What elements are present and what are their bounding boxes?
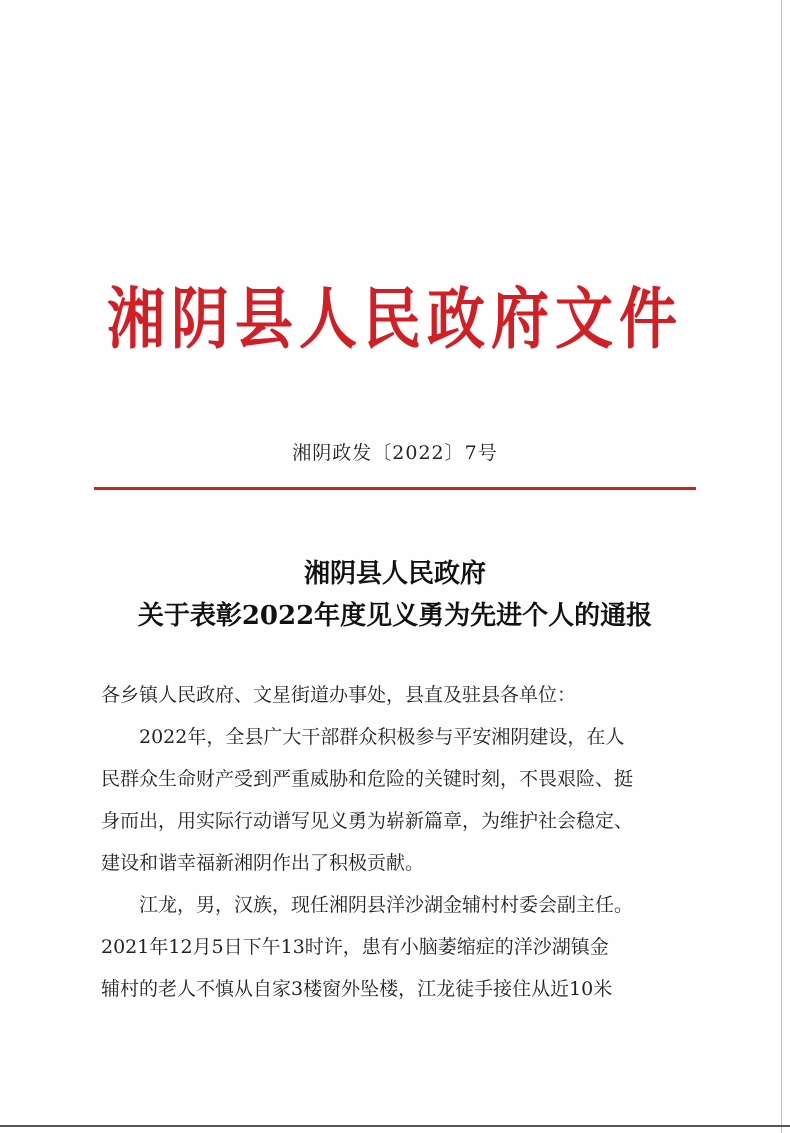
paragraph-2-line-1: 江龙，男，汉族，现任湘阴县洋沙湖金辅村村委会副主任。 — [139, 894, 634, 916]
paragraph-2-line-2: 2021年12月5日下午13时许，患有小脑萎缩症的洋沙湖镇金 — [101, 936, 609, 958]
document-masthead: 湘阴县人民政府文件 — [106, 279, 683, 359]
page-edge-bottom — [0, 1125, 790, 1127]
paragraph-2-line-3: 辅村的老人不慎从自家3楼窗外坠楼，江龙徒手接住从近10米 — [101, 978, 613, 1000]
document-number: 湘阴政发〔2022〕7号 — [292, 442, 498, 464]
red-divider-rule — [94, 487, 696, 490]
salutation: 各乡镇人民政府、文星街道办事处，县直及驻县各单位： — [101, 684, 577, 706]
document-title-line-1: 湘阴县人民政府 — [303, 559, 486, 589]
paragraph-1-line-4: 建设和谐幸福新湘阴作出了积极贡献。 — [101, 852, 425, 874]
document-title-line-2: 关于表彰2022年度见义勇为先进个人的通报 — [137, 601, 653, 631]
paragraph-1-line-1: 2022年，全县广大干部群众积极参与平安湘阴建设，在人 — [139, 726, 625, 748]
paragraph-1-line-2: 民群众生命财产受到严重威胁和危险的关键时刻，不畏艰险、挺 — [101, 768, 634, 790]
paragraph-1-line-3: 身而出，用实际行动谱写见义勇为崭新篇章，为维护社会稳定、 — [101, 810, 634, 832]
